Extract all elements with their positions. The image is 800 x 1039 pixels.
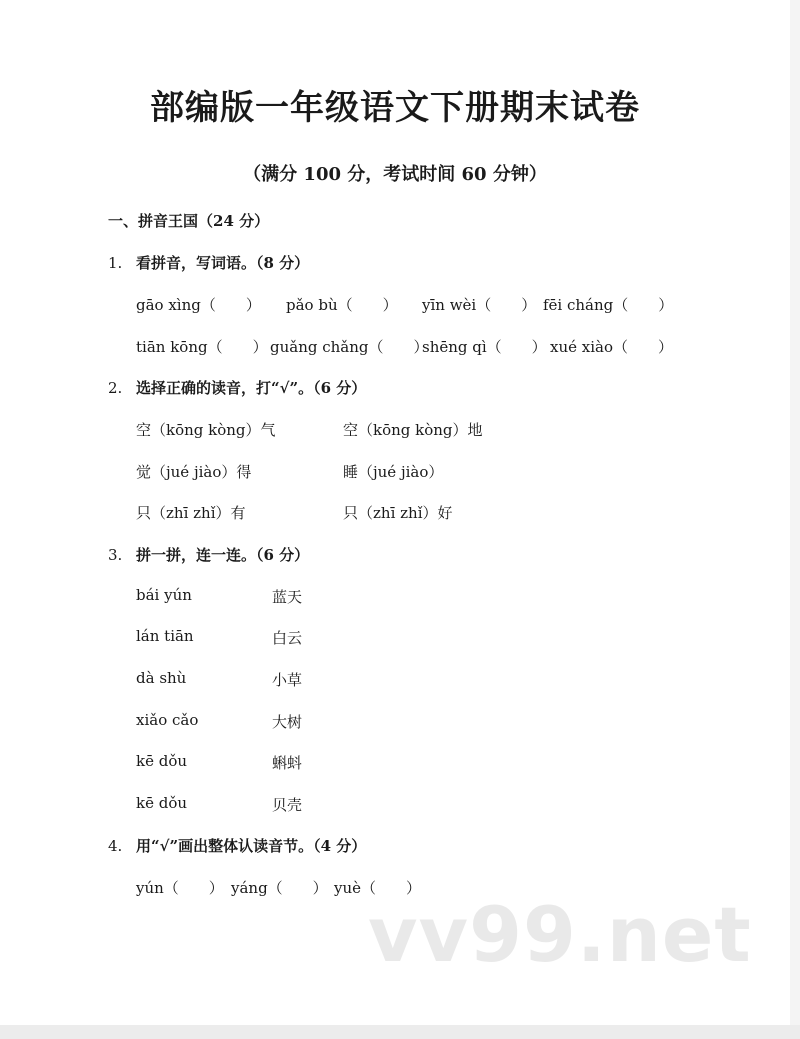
- section-heading: 一、拼音王国（24 分）: [108, 212, 270, 230]
- pronunciation-item: 空（kōng kòng）气: [136, 421, 276, 439]
- match-pinyin: xiǎo cǎo: [136, 711, 199, 729]
- pronunciation-item: 空（kōng kòng）地: [343, 421, 483, 439]
- pinyin-blank: xué xiào（ ）: [550, 338, 673, 356]
- page-subtitle: （满分 100 分，考试时间 60 分钟）: [243, 164, 547, 185]
- page-edge-right: [790, 0, 800, 1025]
- question-text: 看拼音，写词语。（8 分）: [136, 254, 310, 272]
- pinyin-blank: gāo xìng（ ）: [136, 296, 261, 314]
- question-text: 拼一拼，连一连。（6 分）: [136, 546, 310, 564]
- match-word: 贝壳: [272, 796, 303, 814]
- question-number: 2.: [108, 379, 123, 397]
- match-pinyin: kē dǒu: [136, 752, 188, 770]
- question-text: 选择正确的读音，打“√”。（6 分）: [136, 379, 367, 397]
- match-word: 蓝天: [272, 588, 303, 606]
- page-title: 部编版一年级语文下册期末试卷: [150, 88, 640, 128]
- question-number: 1.: [108, 254, 123, 272]
- pinyin-blank: yīn wèi（ ）: [422, 296, 537, 314]
- question-number: 3.: [108, 546, 123, 564]
- pronunciation-item: 睡（jué jiào）: [343, 463, 444, 481]
- match-word: 白云: [272, 629, 303, 647]
- pinyin-blank: pǎo bù（ ）: [286, 296, 398, 314]
- syllable-blank: yún（ ）: [136, 879, 224, 897]
- question-number: 4.: [108, 837, 123, 855]
- match-pinyin: dà shù: [136, 669, 187, 687]
- question-4-heading: [108, 835, 366, 856]
- pinyin-blank: shēng qì（ ）: [422, 338, 547, 356]
- watermark: vv99.net: [368, 890, 752, 979]
- pronunciation-item: 只（zhī zhǐ）好: [343, 504, 453, 522]
- question-text: 用“√”画出整体认读音节。（4 分）: [136, 837, 367, 855]
- match-pinyin: bái yún: [136, 586, 192, 604]
- pronunciation-item: 觉（jué jiào）得: [136, 463, 252, 481]
- question-1-heading: [108, 252, 309, 273]
- match-pinyin: lán tiān: [136, 627, 194, 645]
- match-word: 大树: [272, 713, 303, 731]
- pronunciation-item: 只（zhī zhǐ）有: [136, 504, 246, 522]
- match-pinyin: kē dǒu: [136, 794, 188, 812]
- syllable-blank: yáng（ ）: [231, 879, 328, 897]
- page-edge-bottom: [0, 1025, 800, 1039]
- question-2-heading: [108, 377, 366, 398]
- pinyin-blank: tiān kōng（ ）: [136, 338, 268, 356]
- pinyin-blank: guǎng chǎng（ ）: [270, 338, 429, 356]
- question-3-heading: [108, 544, 309, 565]
- pinyin-blank: fēi cháng（ ）: [543, 296, 674, 314]
- match-word: 蝌蚪: [272, 754, 303, 772]
- match-word: 小草: [272, 671, 303, 689]
- syllable-blank: yuè（ ）: [334, 879, 422, 897]
